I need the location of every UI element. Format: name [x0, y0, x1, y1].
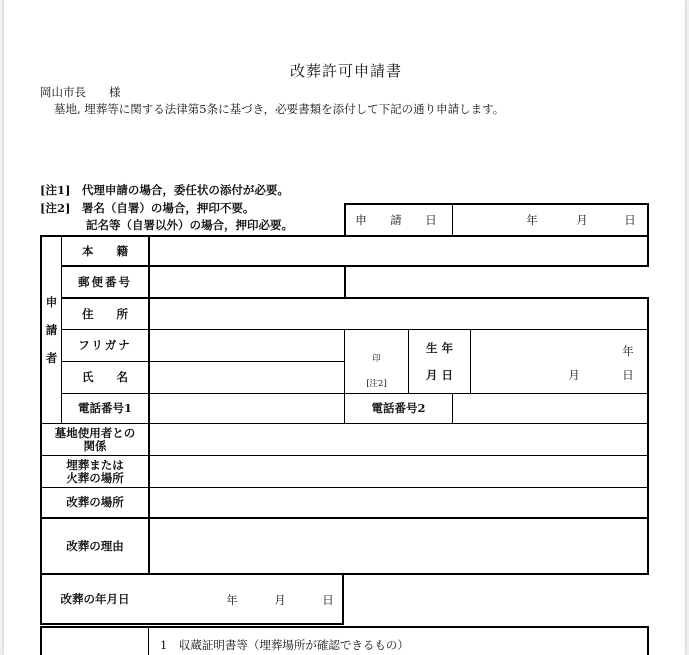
seal-mark: 印	[372, 353, 381, 364]
application-date-day: 日	[624, 213, 636, 227]
furigana-field[interactable]	[150, 330, 344, 361]
reburial-month: 月	[274, 592, 286, 607]
honseki-field[interactable]	[150, 237, 647, 265]
note-1: [注1] 代理申請の場合，委任状の添付が必要。	[40, 183, 289, 197]
reason-field[interactable]	[150, 519, 647, 573]
address-field[interactable]	[150, 299, 647, 329]
phone1-field[interactable]	[150, 394, 344, 423]
reburial-year: 年	[226, 592, 238, 607]
application-date-month: 月	[576, 213, 588, 227]
document-title: 改葬許可申請書	[290, 62, 403, 80]
reburial-day: 日	[322, 592, 334, 607]
birth-day: 日	[622, 367, 634, 382]
birth-year: 年	[622, 343, 634, 358]
relation-field[interactable]	[150, 424, 647, 455]
addressee: 岡山市長 様	[40, 85, 121, 99]
birth-date-label-2: 月 日	[425, 367, 453, 382]
reburial-date-label: 改葬の年月日	[60, 591, 130, 606]
postal-code-label: 郵便番号	[78, 274, 132, 289]
name-label: 氏 名	[82, 370, 128, 384]
reason-label: 改葬の理由	[66, 538, 124, 553]
burial-place-label: 埋葬または 火葬の場所	[66, 457, 124, 485]
application-date-year: 年	[526, 213, 538, 227]
honseki-label: 本 籍	[82, 243, 128, 258]
phone1-label: 電話番号1	[77, 401, 132, 415]
birth-month: 月	[568, 367, 580, 382]
birth-date-label-1: 生 年	[425, 340, 453, 355]
name-field[interactable]	[150, 362, 344, 393]
burial-place-field[interactable]	[150, 456, 647, 487]
reburial-place-label: 改葬の場所	[66, 495, 124, 509]
seal-note: [注2]	[366, 378, 387, 389]
intro-text: 墓地, 埋葬等に関する法律第5条に基づき，必要書類を添付して下記の通り申請します。	[54, 102, 505, 116]
reburial-place-field[interactable]	[150, 488, 647, 517]
applicant-group-label: 申 請 者	[45, 295, 58, 365]
attachment-item-1: 1 収蔵証明書等（埋葬場所が確認できるもの）	[160, 638, 409, 652]
relation-label: 墓地使用者との 関係	[54, 425, 136, 453]
phone2-label: 電話番号2	[371, 401, 426, 415]
note-2-continued: 記名等（自署以外）の場合，押印必要。	[86, 218, 293, 232]
postal-code-field[interactable]	[150, 267, 344, 297]
note-2: [注2] 署名（自署）の場合，押印不要。	[40, 201, 255, 215]
phone2-field[interactable]	[453, 394, 647, 423]
address-label: 住 所	[82, 306, 128, 321]
application-sheet	[4, 0, 685, 655]
application-date-label: 申 請 日	[355, 213, 443, 227]
furigana-label: フリガナ	[78, 338, 132, 352]
